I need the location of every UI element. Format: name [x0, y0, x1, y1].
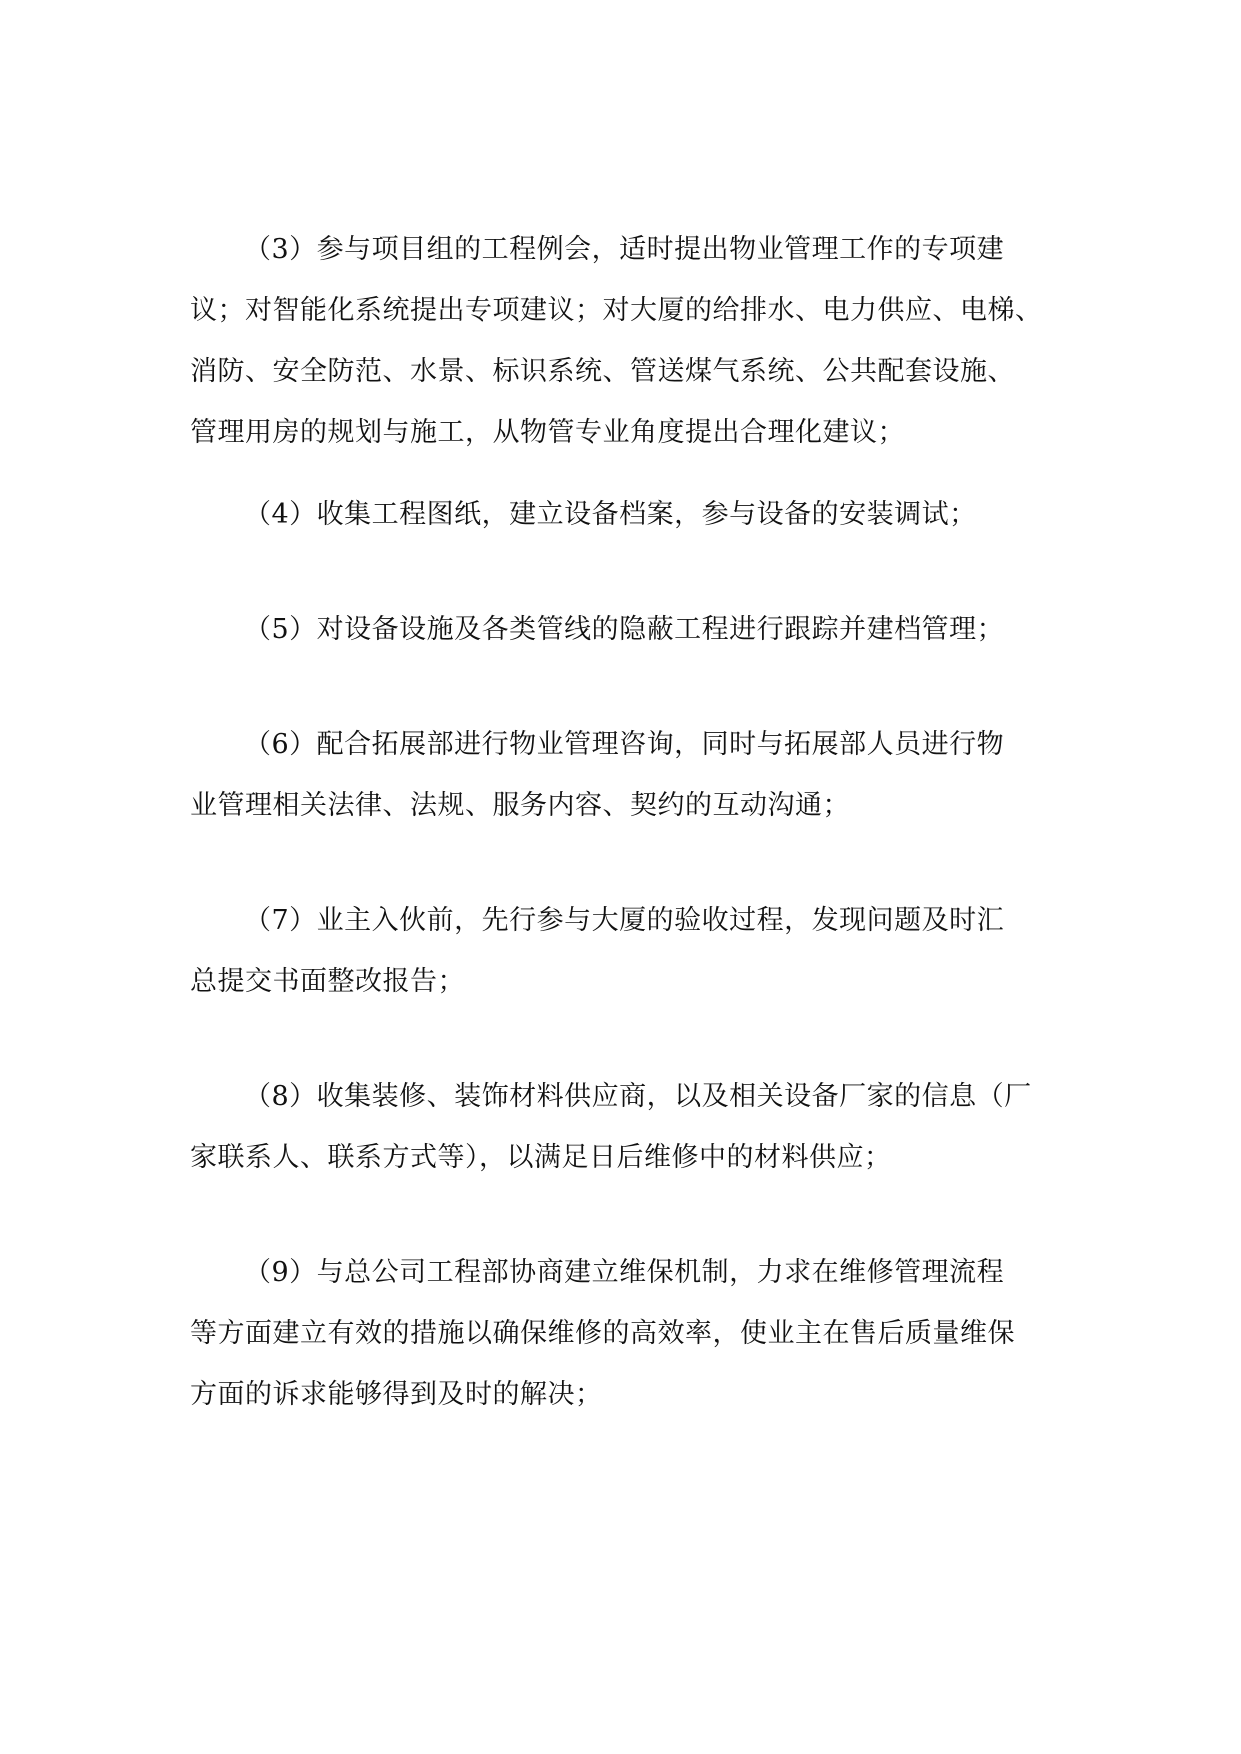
text-line: 业管理相关法律、法规、服务内容、契约的互动沟通；	[190, 790, 850, 821]
text-line: 议；对智能化系统提出专项建议；对大厦的给排水、电力供应、电梯、	[190, 295, 1043, 326]
text-line: （6）配合拓展部进行物业管理咨询，同时与拓展部人员进行物	[244, 729, 1005, 760]
paragraph-item-5	[190, 599, 1050, 660]
paragraph-item-9	[190, 1242, 1050, 1425]
text-line: （5）对设备设施及各类管线的隐蔽工程进行跟踪并建档管理；	[244, 614, 1005, 645]
text-line: 总提交书面整改报告；	[190, 966, 465, 997]
text-line: （4）收集工程图纸，建立设备档案，参与设备的安装调试；	[244, 499, 977, 530]
text-line: 等方面建立有效的措施以确保维修的高效率，使业主在售后质量维保	[190, 1318, 1015, 1349]
paragraph-item-4	[190, 484, 1050, 545]
text-line: 管理用房的规划与施工，从物管专业角度提出合理化建议；	[190, 417, 905, 448]
text-line: （7）业主入伙前，先行参与大厦的验收过程，发现问题及时汇	[244, 905, 1005, 936]
text-line: 方面的诉求能够得到及时的解决；	[190, 1379, 603, 1410]
text-line: （3）参与项目组的工程例会，适时提出物业管理工作的专项建	[244, 234, 1005, 265]
paragraph-item-7	[190, 890, 1050, 1012]
paragraph-item-8	[190, 1066, 1050, 1188]
text-line: （9）与总公司工程部协商建立维保机制，力求在维修管理流程	[244, 1257, 1005, 1288]
text-line: 家联系人、联系方式等），以满足日后维修中的材料供应；	[190, 1142, 892, 1173]
paragraph-item-3	[190, 219, 1050, 463]
paragraph-item-6	[190, 714, 1050, 836]
text-line: （8）收集装修、装饰材料供应商，以及相关设备厂家的信息（厂	[244, 1081, 1032, 1112]
text-line: 消防、安全防范、水景、标识系统、管送煤气系统、公共配套设施、	[190, 356, 1015, 387]
